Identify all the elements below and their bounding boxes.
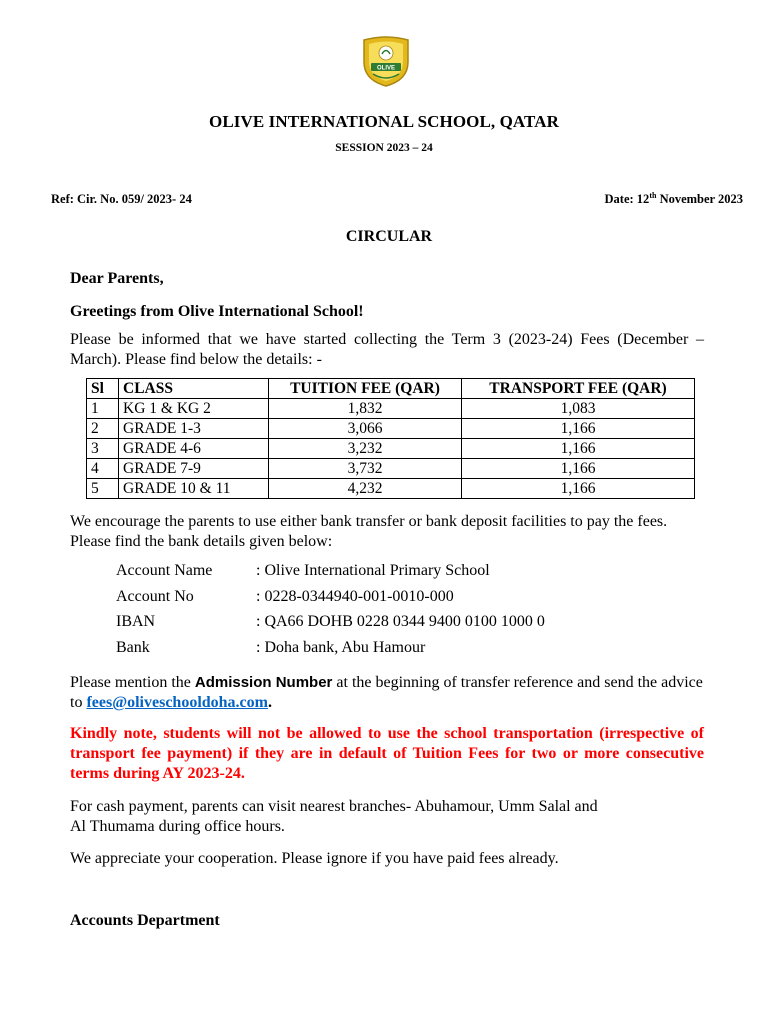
cell-sl: 4 (87, 459, 119, 479)
fee-table-header-row (87, 379, 695, 399)
fees-email-link[interactable]: fees@oliveschooldoha.com (86, 694, 268, 711)
greeting: Greetings from Olive International School! (70, 303, 364, 320)
cell-tuition-fee: 4,232 (269, 479, 462, 499)
signoff-department: Accounts Department (70, 912, 220, 929)
bank-detail-value: : Doha bank, Abu Hamour (256, 638, 426, 656)
intro-paragraph: Please be informed that we have started collecting the Term 3 (2023-24) Fees (December – March). Please find below the details: - (70, 331, 704, 368)
reference-number: Ref: Cir. No. 059/ 2023- 24 (51, 192, 192, 206)
admission-number-paragraph (70, 673, 704, 713)
table-row (87, 399, 695, 419)
cell-sl: 5 (87, 479, 119, 499)
cell-transport-fee: 1,083 (462, 399, 695, 419)
date-suffix: November 2023 (656, 192, 743, 206)
salutation: Dear Parents, (70, 270, 164, 287)
cell-transport-fee: 1,166 (462, 459, 695, 479)
bank-detail-row (116, 637, 545, 663)
bank-detail-label: Bank (116, 638, 150, 656)
bank-detail-label: IBAN (116, 613, 156, 630)
cell-class: GRADE 10 & 11 (119, 479, 269, 499)
bank-detail-row (116, 560, 545, 586)
cell-tuition-fee: 1,832 (269, 399, 462, 419)
school-name: OLIVE INTERNATIONAL SCHOOL, QATAR (209, 112, 559, 131)
circular-title: CIRCULAR (345, 228, 433, 245)
bank-detail-label: Account No (116, 587, 194, 605)
session-label: SESSION 2023 – 24 (335, 142, 433, 154)
cell-tuition-fee: 3,232 (269, 439, 462, 459)
bank-detail-value: : Olive International Primary School (256, 562, 490, 579)
cash-payment-line-1: For cash payment, parents can visit nearest branches- Abuhamour, Umm Salal and (70, 798, 598, 815)
admission-number-emphasis: Admission Number (194, 674, 333, 691)
header-transport-fee: TRANSPORT FEE (QAR) (462, 379, 695, 399)
cell-class: GRADE 7-9 (119, 459, 269, 479)
logo-text: OLIVE (376, 65, 396, 72)
table-row (87, 419, 695, 439)
header-class: CLASS (119, 379, 269, 399)
fee-table (86, 378, 695, 499)
cell-class: KG 1 & KG 2 (119, 399, 269, 419)
bank-detail-label: Account Name (116, 562, 213, 579)
header-tuition-fee: TUITION FEE (QAR) (269, 379, 462, 399)
header-sl: Sl (87, 379, 119, 399)
school-crest-logo (358, 36, 414, 88)
cell-class: GRADE 1-3 (119, 419, 269, 439)
bank-detail-row (116, 611, 545, 637)
cell-transport-fee: 1,166 (462, 439, 695, 459)
cell-transport-fee: 1,166 (462, 419, 695, 439)
cash-payment-line-2: Al Thumama during office hours. (70, 818, 285, 835)
cell-sl: 2 (87, 419, 119, 439)
bank-detail-row (116, 586, 545, 612)
table-row (87, 479, 695, 499)
table-row (87, 439, 695, 459)
cell-sl: 3 (87, 439, 119, 459)
mention-suffix: . (267, 694, 272, 711)
cash-payment-paragraph (70, 797, 704, 837)
cell-transport-fee: 1,166 (462, 479, 695, 499)
cell-tuition-fee: 3,066 (269, 419, 462, 439)
date-prefix: Date: 12 (604, 192, 650, 206)
appreciation-line: We appreciate your cooperation. Please ignore if you have paid fees already. (70, 850, 559, 867)
bank-detail-value: : 0228-0344940-001-0010-000 (256, 587, 454, 605)
transport-notice: Kindly note, students will not be allowed to use the school transportation (irrespective of transport fee payment) if they are in default of Tuition Fees for two or more consecutive terms during AY 2023-24. (70, 725, 704, 782)
mention-middle: at the beginning of transfer reference and send the advice to (70, 674, 703, 711)
mention-prefix: Please mention the (70, 674, 195, 691)
bank-detail-value: : QA66 DOHB 0228 0344 9400 0100 1000 0 (256, 613, 545, 630)
circular-date (605, 192, 743, 207)
cell-tuition-fee: 3,732 (269, 459, 462, 479)
date-superscript: th (649, 191, 657, 200)
bank-transfer-paragraph: We encourage the parents to use either bank transfer or bank deposit facilities to pay the fees. Please find the bank details given below: (70, 513, 668, 550)
bank-details (116, 560, 545, 662)
table-row (87, 459, 695, 479)
cell-sl: 1 (87, 399, 119, 419)
cell-class: GRADE 4-6 (119, 439, 269, 459)
